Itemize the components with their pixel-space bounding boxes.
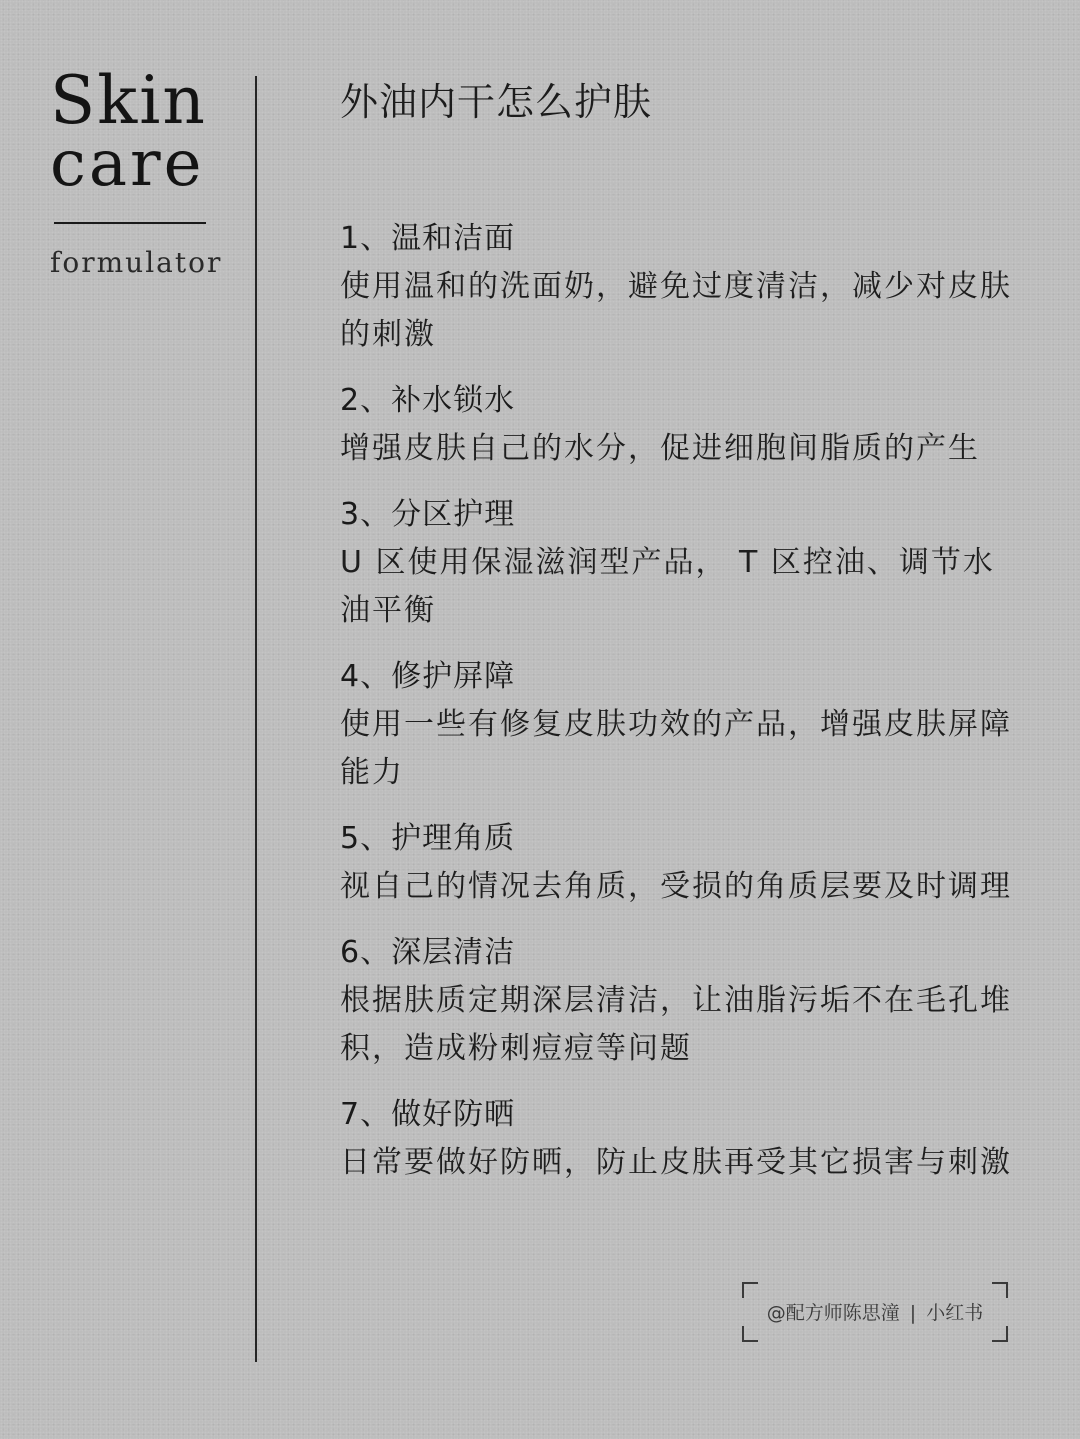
tip-item (340, 491, 1020, 635)
tip-heading: 5、护理角质 (340, 821, 516, 857)
main-content (340, 78, 1020, 1205)
tip-text: 增强皮肤自己的水分，促进细胞间脂质的产生 (340, 431, 980, 467)
tip-item (340, 1091, 1020, 1187)
platform-name: 小红书 (926, 1302, 984, 1324)
brand-divider (54, 222, 206, 224)
tip-heading: 1、温和洁面 (340, 221, 516, 257)
tip-item (340, 815, 1020, 911)
tip-text: U 区使用保湿滋润型产品， T 区控油、调节水油平衡 (340, 545, 995, 629)
brand-word-care: care (50, 127, 205, 201)
author-handle: @配方师陈思潼 (766, 1302, 900, 1324)
brand-logo (50, 62, 223, 279)
tip-heading: 7、做好防晒 (340, 1097, 516, 1133)
brand-subtitle: formulator (50, 246, 223, 279)
page-title: 外油内干怎么护肤 (340, 80, 653, 124)
corner-bracket-icon (992, 1326, 1008, 1342)
watermark-separator: | (909, 1302, 917, 1324)
corner-bracket-icon (742, 1326, 758, 1342)
corner-bracket-icon (992, 1282, 1008, 1298)
tip-heading: 2、补水锁水 (340, 383, 516, 419)
tip-heading: 4、修护屏障 (340, 659, 516, 695)
tip-item (340, 653, 1020, 797)
brand-word-skin: Skin (50, 62, 207, 139)
tip-text: 使用一些有修复皮肤功效的产品，增强皮肤屏障能力 (340, 707, 1012, 791)
tip-heading: 6、深层清洁 (340, 935, 516, 971)
tip-text: 根据肤质定期深层清洁，让油脂污垢不在毛孔堆积，造成粉刺痘痘等问题 (340, 983, 1012, 1067)
tip-text: 视自己的情况去角质，受损的角质层要及时调理 (340, 869, 1012, 905)
tip-text: 使用温和的洗面奶，避免过度清洁，减少对皮肤的刺激 (340, 269, 1012, 353)
tip-heading: 3、分区护理 (340, 497, 516, 533)
tip-item (340, 377, 1020, 473)
author-watermark (742, 1282, 1008, 1342)
corner-bracket-icon (742, 1282, 758, 1298)
tip-item (340, 929, 1020, 1073)
watermark-text (742, 1298, 1008, 1325)
vertical-divider (255, 76, 257, 1362)
tip-item (340, 215, 1020, 359)
tip-text: 日常要做好防晒，防止皮肤再受其它损害与刺激 (340, 1145, 1012, 1181)
